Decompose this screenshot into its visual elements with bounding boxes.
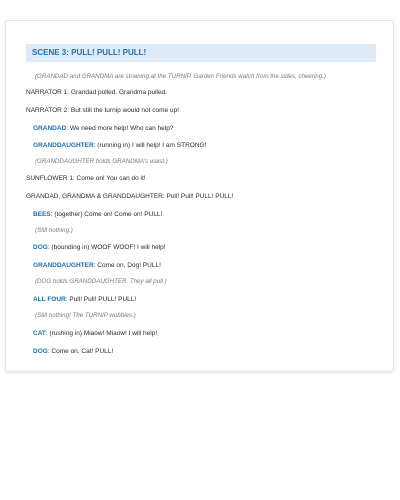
stage-direction: (DOG holds GRANDDAUGHTER. They all pull.) xyxy=(35,278,167,285)
dialogue-line xyxy=(33,141,206,150)
stage-direction: (Still nothing! The TURNIP wobbles.) xyxy=(35,312,136,319)
stage-direction: (Still nothing.) xyxy=(35,227,73,234)
speaker-name: GRANDDAUGHTER xyxy=(33,142,94,149)
dialogue-text: : (running in) I will help! I am STRONG! xyxy=(93,142,207,149)
dialogue-line: GRANDAD, GRANDMA & GRANDDAUGHTER: Pull! Pull! PULL! PULL! xyxy=(26,193,234,200)
speaker-name: GRANDDAUGHTER xyxy=(33,262,94,269)
speaker-name: DOG xyxy=(33,348,48,355)
narration-line: NARRATOR 2: But still the turnip would not come up! xyxy=(26,107,179,114)
dialogue-text: : (bounding in) WOOF WOOF! I will help! xyxy=(47,244,166,251)
speaker-name: CAT xyxy=(33,330,46,337)
dialogue-line xyxy=(33,329,157,338)
speaker-name: DOG xyxy=(33,244,48,251)
dialogue-text: : We need more help! Who can help? xyxy=(66,125,174,132)
dialogue-line xyxy=(33,261,161,270)
dialogue-text: : (rushing in) Miaow! Miaow! I will help! xyxy=(45,330,158,337)
dialogue-line xyxy=(33,124,173,133)
stage-direction: (GRANDDAUGHTER holds GRANDMA's waist.) xyxy=(35,158,168,165)
scene-heading: SCENE 3: PULL! PULL! PULL! xyxy=(26,44,376,62)
dialogue-line: SUNFLOWER 1: Come on! You can do it! xyxy=(26,175,146,182)
dialogue-text: : (together) Come on! Come on! PULL! xyxy=(50,211,163,218)
dialogue-text: : Come on, Cat! PULL! xyxy=(47,348,114,355)
narration-line: NARRATOR 1: Grandad pulled. Grandma pulled. xyxy=(26,89,168,96)
dialogue-text: : Pull! Pull! PULL! PULL! xyxy=(65,296,137,303)
dialogue-line xyxy=(33,210,162,219)
script-card xyxy=(5,20,394,372)
dialogue-line xyxy=(33,295,136,304)
stage-direction: (GRANDAD and GRANDMA are straining at the TURNIP. Garden Friends watch from the sides, cheering.) xyxy=(35,73,326,80)
dialogue-text: : Come on, Dog! PULL! xyxy=(93,262,161,269)
dialogue-line xyxy=(33,243,166,252)
speaker-name: BEES xyxy=(33,211,51,218)
dialogue-line xyxy=(33,347,113,356)
speaker-name: GRANDAD xyxy=(33,125,67,132)
speaker-name: ALL FOUR xyxy=(33,296,66,303)
